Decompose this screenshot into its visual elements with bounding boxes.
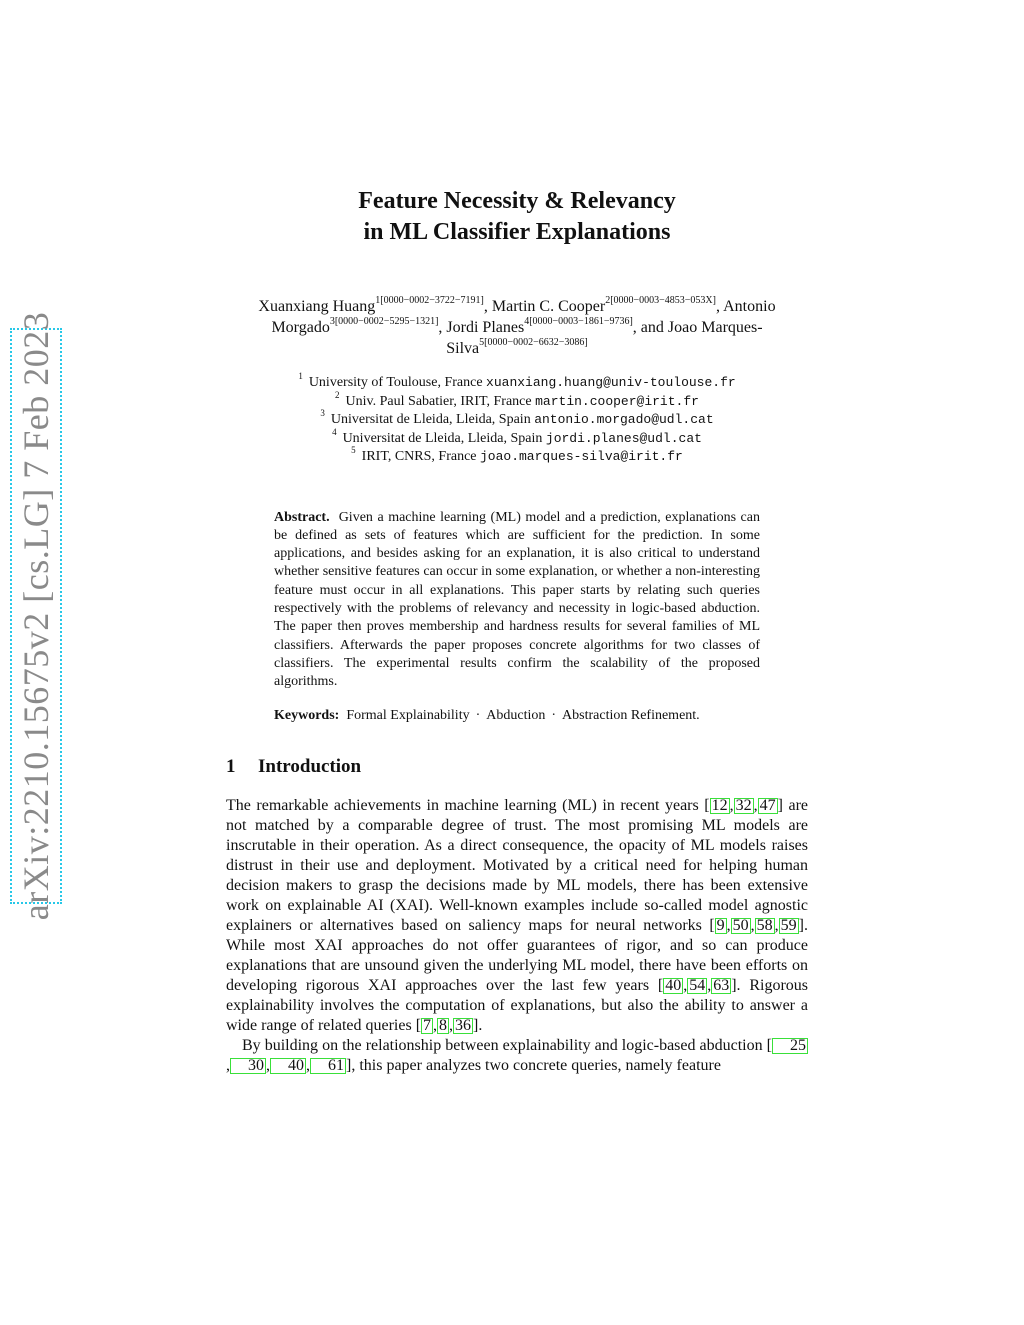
citation-separator: , xyxy=(449,1016,454,1034)
citation-link[interactable]: 47 xyxy=(759,796,776,814)
citation-bracket: [ xyxy=(415,1016,422,1034)
author-name: Martin C. Cooper xyxy=(491,298,606,315)
citation-link[interactable]: 36 xyxy=(455,1016,472,1034)
citation-link[interactable]: 54 xyxy=(689,976,706,994)
author-separator: , xyxy=(483,298,492,315)
affiliation-email[interactable]: antonio.morgado@udl.cat xyxy=(534,412,714,427)
keyword-separator: · xyxy=(551,708,557,724)
citation-separator: , xyxy=(726,916,731,934)
affiliation-email[interactable]: martin.cooper@irit.fr xyxy=(535,393,699,409)
affiliation-name: Universitat de Lleida, Lleida, Spain xyxy=(330,412,531,427)
affiliation-number: 3 xyxy=(320,408,325,418)
citation-separator: , xyxy=(306,1056,310,1074)
author-orcid[interactable]: 5[0000−0002−6632−3086] xyxy=(479,337,588,348)
title-line-2: in ML Classifier Explanations xyxy=(363,219,671,245)
author-separator: , and xyxy=(632,319,668,336)
arxiv-stamp-text: arXiv:2210.15675v2 [cs.LG] 7 Feb 2023 xyxy=(16,311,56,921)
affiliation-number: 4 xyxy=(332,426,337,437)
affiliation-email[interactable]: jordi.planes@udl.cat xyxy=(545,430,702,446)
affiliation-email[interactable]: joao.marques-silva@irit.fr xyxy=(480,449,683,464)
citation-separator: , xyxy=(433,1016,438,1034)
citation-separator: , xyxy=(774,916,779,934)
affiliation-number: 1 xyxy=(298,371,303,381)
citation-bracket: [ xyxy=(657,976,664,994)
citation-link[interactable]: 40 xyxy=(270,1058,306,1074)
keyword-item: Abduction xyxy=(486,708,546,724)
citation-bracket: ] xyxy=(777,796,783,814)
citation-link[interactable]: 25 xyxy=(772,1038,808,1054)
citation-link[interactable]: 9 xyxy=(716,916,725,934)
keyword-item: Abstraction Refinement. xyxy=(562,708,700,724)
paragraph-text: . Rigorous explainability involves the computation of explanations, but also the ability to answer a wide range of related queries xyxy=(226,976,808,1034)
section-body xyxy=(226,796,808,1076)
affiliation-email[interactable]: xuanxiang.huang@univ-toulouse.fr xyxy=(486,375,736,390)
affiliation-name: Univ. Paul Sabatier, IRIT, France xyxy=(345,393,532,409)
author-separator: , xyxy=(716,298,724,315)
citation-link[interactable]: 59 xyxy=(780,916,797,934)
citation-separator: , xyxy=(707,976,712,994)
affiliation-list xyxy=(226,371,808,467)
affiliation-name: University of Toulouse, France xyxy=(308,375,483,390)
author-separator: , xyxy=(438,319,447,336)
keyword-separator: · xyxy=(475,708,481,724)
citation-link[interactable]: 58 xyxy=(756,916,773,934)
affiliation-item xyxy=(226,445,808,467)
author-orcid[interactable]: 4[0000−0003−1861−9736] xyxy=(524,316,633,327)
citation-separator: , xyxy=(683,976,688,994)
section-title: Introduction xyxy=(258,755,362,777)
citation-bracket: ] xyxy=(346,1056,352,1074)
citation-bracket: [ xyxy=(766,1036,772,1054)
citation-link[interactable]: 50 xyxy=(732,916,749,934)
keywords-label: Keywords: xyxy=(274,708,340,724)
paragraph-text: By building on the relationship between explainability and logic-based abduction xyxy=(242,1036,767,1054)
section-number: 1 xyxy=(226,755,236,777)
paper-page xyxy=(226,186,808,1076)
paragraph-text: . While most XAI approaches do not offer guarantees of rigor, and so can produce explanations that are unsound given the underlying ML model, there have been efforts on developing rigorous XAI approaches over the last few years xyxy=(226,916,808,994)
citation-separator: , xyxy=(753,796,758,814)
citation-bracket: ] xyxy=(798,916,804,934)
paragraph-text: , this paper analyzes two concrete queries, namely feature xyxy=(351,1056,721,1074)
paragraph-text: . xyxy=(478,1016,483,1034)
citation-separator: , xyxy=(226,1056,230,1074)
affiliation-name: Universitat de Lleida, Lleida, Spain xyxy=(342,430,543,446)
citation-bracket: [ xyxy=(709,916,715,934)
abstract-text: Given a machine learning (ML) model and a prediction, explanations can be defined as sets of features which are sufficient for the prediction. In some applications, and besides asking for an explanation, it is also critical to understand whether sensitive features can occur in some explanation, or whether a non-interesting feature must occur in all explanations. This paper starts by relating such queries respectively with the problems of relevancy and necessity in logic-based abduction. The paper then proves membership and hardness results for several families of ML classifiers. Afterwards the paper proposes concrete algorithms for two classes of classifiers. The experimental results confirm the scalability of the proposed algorithms. xyxy=(274,509,760,690)
affiliation-number: 2 xyxy=(335,389,340,400)
author-orcid[interactable]: 3[0000−0002−5295−1321] xyxy=(329,316,439,327)
citation-bracket: ] xyxy=(473,1016,479,1034)
author-name: Jordi Planes xyxy=(446,319,525,336)
author-orcid[interactable]: 2[0000−0003−4853−053X] xyxy=(605,295,716,306)
title-line-1: Feature Necessity & Relevancy xyxy=(358,188,676,214)
affiliation-item xyxy=(226,426,808,449)
citation-link[interactable]: 7 xyxy=(423,1016,432,1034)
author-name: Joao Marques-Silva xyxy=(446,319,763,357)
citation-link[interactable]: 32 xyxy=(735,796,752,814)
affiliation-item xyxy=(226,408,808,430)
citation-bracket: [ xyxy=(704,796,710,814)
affiliation-number: 5 xyxy=(351,445,356,455)
abstract-label: Abstract. xyxy=(274,509,330,525)
citation-link[interactable]: 61 xyxy=(310,1058,346,1074)
abstract xyxy=(274,509,760,692)
section-heading xyxy=(226,755,808,779)
keyword-item: Formal Explainability xyxy=(346,708,470,724)
author-name: Xuanxiang Huang xyxy=(258,298,376,315)
citation-link[interactable]: 40 xyxy=(665,976,682,994)
author-name: Antonio Morgado xyxy=(271,298,776,336)
citation-link[interactable]: 12 xyxy=(711,796,728,814)
citation-link[interactable]: 8 xyxy=(439,1016,448,1034)
citation-separator: , xyxy=(266,1056,270,1074)
paragraph-text: The remarkable achievements in machine learning (ML) in recent years xyxy=(226,796,705,814)
citation-bracket: ] xyxy=(731,976,737,994)
citation-separator: , xyxy=(750,916,755,934)
affiliation-item xyxy=(226,389,808,412)
paragraph-text: are not matched by a comparable degree of trust. The most promising ML models are inscrutable in their operation. As a direct consequence, the opacity of ML models raises distrust in their use and deployment. Motivated by a critical need for helping human decision makers to grasp the decisions made by ML models, there has been extensive work on explainable AI (XAI). Well-known examples include so-called model agnostic explainers or alternatives based on saliency maps for neural networks xyxy=(226,796,809,934)
citation-link[interactable]: 63 xyxy=(713,976,730,994)
keywords xyxy=(274,707,760,725)
affiliation-name: IRIT, CNRS, France xyxy=(361,449,477,464)
paragraph xyxy=(226,1036,808,1076)
paper-title xyxy=(202,186,832,248)
arxiv-side-stamp[interactable] xyxy=(10,311,62,921)
affiliation-item xyxy=(226,371,808,393)
citation-separator: , xyxy=(729,796,734,814)
citation-link[interactable]: 30 xyxy=(230,1058,266,1074)
paragraph xyxy=(226,796,808,1036)
author-orcid[interactable]: 1[0000−0002−3722−7191] xyxy=(375,295,484,306)
author-list xyxy=(226,296,808,359)
